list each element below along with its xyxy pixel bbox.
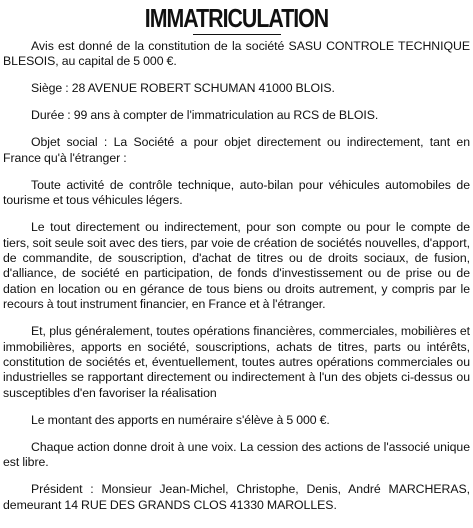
paragraph-duree: Durée : 99 ans à compter de l'immatriculation au RCS de BLOIS. (31, 108, 379, 123)
paragraph-siege: Siège : 28 AVENUE ROBERT SCHUMAN 41000 BLOIS. (31, 81, 335, 96)
paragraph-president: Président : Monsieur Jean-Michel, Christophe, Denis, André MARCHERAS, demeurant 14 RUE DES GRANDS CLOS 41330 MAROLLES. (3, 482, 470, 512)
paragraph-activite: Toute activité de contrôle technique, auto-bilan pour véhicules automobiles de tourisme et tous véhicules légers. (3, 177, 470, 208)
paragraph-actions: Chaque action donne droit à une voix. La cession des actions de l'associé unique est libre. (3, 439, 470, 470)
notice-title: IMMATRICULATION (144, 3, 329, 33)
paragraph-objet-social: Objet social : La Société a pour objet directement ou indirectement, tant en France qu'à l'étranger : (3, 135, 470, 165)
paragraph-operations: Et, plus généralement, toutes opérations financières, commerciales, mobilières et immobilières, apports en société, souscriptions, achats de titres, parts ou intérêts, constitution de sociétés et, éventuellement, toutes autres opérations commerciales ou industrielles se rapportant directement ou indirectement à l'un des objets ci-dessus ou susceptibles d'en favoriser la réalisation (3, 324, 470, 400)
paragraph-constitution: Avis est donné de la constitution de la société SASU CONTROLE TECHNIQUE BLESOIS, au capital de 5 000 €. (3, 39, 470, 69)
paragraph-apports: Le montant des apports en numéraire s'élève à 5 000 €. (31, 412, 330, 427)
paragraph-modalites: Le tout directement ou indirectement, pour son compte ou pour le compte de tiers, soit seule soit avec des tiers, par voie de création de sociétés nouvelles, d'apport, de commandite, de souscription, d'achat de titres ou de droits sociaux, de fusion, d'alliance, de société en participation, de fonds d'investissement ou de prise ou de dation en location ou en gérance de tous biens ou droits autrement, y compris par le recours à tout instrument financier, en France et à l'étranger. (3, 220, 470, 312)
title-underline (193, 34, 281, 35)
